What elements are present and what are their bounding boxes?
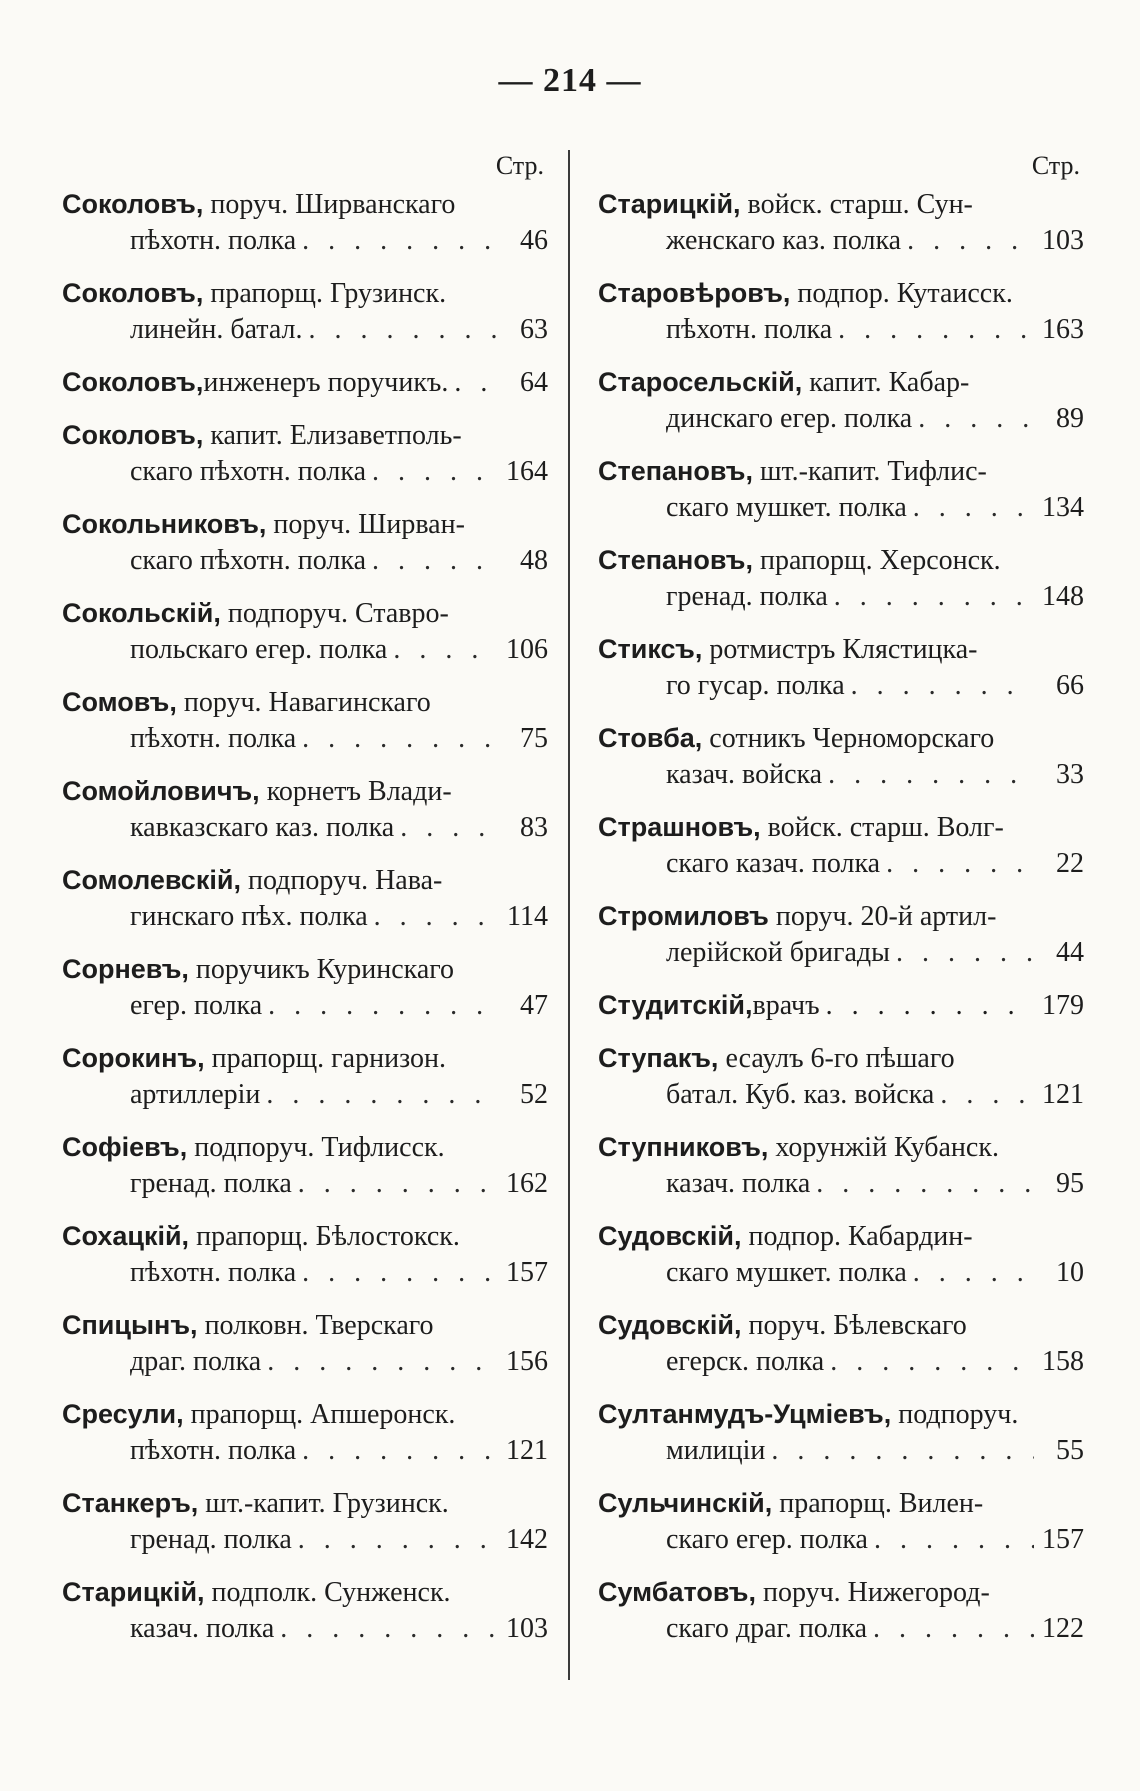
entry-description: войск. старш. Волг- bbox=[767, 812, 1004, 843]
entry-page-number: 55 bbox=[1056, 1435, 1084, 1466]
entry-description-cont: пѣхотн. полка bbox=[130, 225, 297, 256]
entry-description-cont: артиллеріи bbox=[130, 1079, 261, 1110]
index-entry bbox=[62, 1574, 548, 1647]
entry-description: хорунжій Кубанск. bbox=[775, 1132, 999, 1163]
entry-description-cont: скаго егер. полка bbox=[666, 1524, 868, 1555]
entry-description-cont: женскаго каз. полка bbox=[666, 225, 902, 256]
entry-first-line bbox=[62, 275, 548, 312]
leader-dots bbox=[820, 988, 1034, 1024]
entry-description: подпоруч. Ставро- bbox=[227, 598, 449, 629]
leader-dots bbox=[765, 1433, 1034, 1469]
leader-dots bbox=[828, 579, 1034, 615]
entry-second-line bbox=[598, 1611, 1084, 1647]
leader-dots bbox=[824, 1344, 1034, 1380]
index-entry bbox=[598, 987, 1084, 1024]
entry-description: поруч. Бѣлевскаго bbox=[748, 1310, 967, 1341]
entry-page-number: 10 bbox=[1056, 1257, 1084, 1288]
index-entry bbox=[598, 809, 1084, 882]
entry-description: прапорщ. Вилен- bbox=[779, 1488, 984, 1519]
entry-description: поручикъ Куринскаго bbox=[195, 954, 455, 985]
entry-second-line bbox=[598, 1077, 1084, 1113]
entry-first-line bbox=[62, 1040, 548, 1077]
entry-surname: Сомолевскій, bbox=[62, 865, 241, 895]
leader-dots bbox=[822, 757, 1034, 793]
entry-second-line bbox=[62, 454, 548, 490]
entry-second-line bbox=[598, 1522, 1084, 1558]
leader-dots bbox=[810, 1166, 1034, 1202]
entry-description: прапорщ. Апшеронск. bbox=[190, 1399, 456, 1430]
entry-second-line bbox=[598, 223, 1084, 259]
entry-surname: Сомойловичъ, bbox=[62, 776, 260, 806]
entry-description-cont: драг. полка bbox=[130, 1346, 262, 1377]
entry-first-line bbox=[62, 773, 548, 810]
entry-second-line bbox=[598, 1433, 1084, 1469]
entry-surname: Стовба, bbox=[598, 723, 703, 753]
index-entry bbox=[598, 1396, 1084, 1469]
entry-second-line bbox=[598, 846, 1084, 882]
entry-description-cont: пѣхотн. полка bbox=[666, 314, 833, 345]
index-entry bbox=[62, 506, 548, 579]
entry-surname: Спицынъ, bbox=[62, 1310, 198, 1340]
leader-dots bbox=[366, 543, 498, 579]
entry-description-cont: скаго мушкет. полка bbox=[666, 1257, 907, 1288]
entry-page-number: 95 bbox=[1056, 1168, 1084, 1199]
entry-first-line bbox=[598, 1307, 1084, 1344]
entry-surname: Султанмудъ-Уцміевъ, bbox=[598, 1399, 892, 1429]
leader-dots bbox=[868, 1522, 1034, 1558]
entry-description: поруч. Нижегород- bbox=[762, 1577, 990, 1608]
entry-description: капит. Кабар- bbox=[809, 367, 970, 398]
entry-first-line bbox=[598, 898, 1084, 935]
leader-dots bbox=[274, 1611, 498, 1647]
entry-surname: Сумбатовъ, bbox=[598, 1577, 756, 1607]
leader-dots bbox=[303, 312, 498, 348]
entry-description: полковн. Тверскаго bbox=[204, 1310, 434, 1341]
leader-dots bbox=[867, 1611, 1034, 1647]
entry-first-line bbox=[598, 186, 1084, 223]
entry-description: инженеръ поручикъ. bbox=[203, 367, 449, 398]
index-entry bbox=[62, 186, 548, 259]
entry-second-line bbox=[62, 899, 548, 935]
entry-surname: Старосельскій, bbox=[598, 367, 803, 397]
entry-second-line bbox=[62, 1255, 548, 1291]
entry-description: подпор. Кутаисск. bbox=[797, 278, 1013, 309]
entry-page-number: 83 bbox=[520, 812, 548, 843]
entry-surname: Сресули, bbox=[62, 1399, 184, 1429]
index-entry bbox=[598, 1485, 1084, 1558]
entry-surname: Сорокинъ, bbox=[62, 1043, 205, 1073]
entry-description-cont: егер. полка bbox=[130, 990, 263, 1021]
index-entry bbox=[62, 951, 548, 1024]
entry-first-line bbox=[62, 684, 548, 721]
entry-page-number: 33 bbox=[1056, 759, 1084, 790]
index-entry bbox=[598, 720, 1084, 793]
index-entry bbox=[62, 595, 548, 668]
entry-page-number: 22 bbox=[1056, 848, 1084, 879]
entry-description: подпоруч. Нава- bbox=[247, 865, 443, 896]
index-entry bbox=[62, 1218, 548, 1291]
entry-page-number: 162 bbox=[506, 1168, 548, 1199]
entry-page-number: 157 bbox=[506, 1257, 548, 1288]
entry-second-line bbox=[598, 1255, 1084, 1291]
index-entry bbox=[62, 862, 548, 935]
entry-description-cont: батал. Куб. каз. войска bbox=[666, 1079, 935, 1110]
entry-surname: Старицкій, bbox=[62, 1577, 205, 1607]
entry-surname: Сомовъ, bbox=[62, 687, 177, 717]
entry-description-cont: гинскаго пѣх. полка bbox=[130, 901, 368, 932]
entry-second-line bbox=[598, 401, 1084, 437]
leader-dots bbox=[261, 1344, 498, 1380]
entry-surname: Стромиловъ bbox=[598, 901, 769, 931]
entry-first-line bbox=[598, 542, 1084, 579]
index-entry bbox=[62, 1129, 548, 1202]
entry-surname: Сульчинскій, bbox=[598, 1488, 773, 1518]
entry-second-line bbox=[62, 1433, 548, 1469]
index-entry bbox=[598, 1574, 1084, 1647]
entry-surname: Станкеръ, bbox=[62, 1488, 199, 1518]
leader-dots bbox=[890, 935, 1034, 971]
entry-second-line bbox=[62, 988, 548, 1024]
leader-dots bbox=[880, 846, 1034, 882]
entry-page-number: 142 bbox=[506, 1524, 548, 1555]
entry-second-line bbox=[598, 668, 1084, 704]
entry-page-number: 179 bbox=[1042, 990, 1084, 1021]
entry-description-cont: скаго казач. полка bbox=[666, 848, 881, 879]
entry-first-line bbox=[598, 1396, 1084, 1433]
entry-surname: Судовскій, bbox=[598, 1221, 742, 1251]
entry-description: шт.-капит. Тифлис- bbox=[759, 456, 987, 487]
entry-description-cont: казач. войска bbox=[666, 759, 823, 790]
index-entry bbox=[598, 1129, 1084, 1202]
entry-description-cont: гренад. полка bbox=[130, 1168, 292, 1199]
entry-first-line bbox=[598, 1485, 1084, 1522]
entry-second-line bbox=[62, 1344, 548, 1380]
entry-page-number: 156 bbox=[506, 1346, 548, 1377]
entry-first-line bbox=[62, 1129, 548, 1166]
entry-description: врачъ bbox=[752, 990, 820, 1021]
leader-dots bbox=[901, 223, 1034, 259]
entry-surname: Старовѣровъ, bbox=[598, 278, 791, 308]
entry-description-cont: скаго драг. полка bbox=[666, 1613, 868, 1644]
entry-page-number: 106 bbox=[506, 634, 548, 665]
entry-first-line bbox=[598, 809, 1084, 846]
entry-surname: Страшновъ, bbox=[598, 812, 761, 842]
entry-description: шт.-капит. Грузинск. bbox=[205, 1488, 449, 1519]
entry-first-line bbox=[62, 506, 548, 543]
entry-second-line bbox=[598, 490, 1084, 526]
entry-description-cont: скаго мушкет. полка bbox=[666, 492, 907, 523]
entry-page-number: 164 bbox=[506, 456, 548, 487]
leader-dots bbox=[296, 223, 498, 259]
leader-dots bbox=[262, 988, 498, 1024]
index-entry bbox=[598, 898, 1084, 971]
entry-first-line bbox=[598, 1129, 1084, 1166]
index-entry bbox=[62, 684, 548, 757]
entry-description-cont: скаго пѣхотн. полка bbox=[130, 456, 366, 487]
leader-dots bbox=[448, 365, 498, 401]
index-entry bbox=[62, 773, 548, 846]
entry-second-line bbox=[598, 312, 1084, 348]
index-entry bbox=[62, 1307, 548, 1380]
entry-first-line bbox=[62, 1485, 548, 1522]
left-column bbox=[62, 150, 548, 1663]
entry-page-number: 114 bbox=[507, 901, 548, 932]
entry-second-line bbox=[62, 1166, 548, 1202]
entry-surname: Степановъ, bbox=[598, 456, 753, 486]
right-column bbox=[598, 150, 1084, 1663]
entry-page-number: 122 bbox=[1042, 1613, 1084, 1644]
entry-page-number: 121 bbox=[506, 1435, 548, 1466]
entry-surname: Сорневъ, bbox=[62, 954, 189, 984]
entry-page-number: 64 bbox=[520, 367, 548, 398]
entry-first-line bbox=[62, 1396, 548, 1433]
entry-description-cont: пѣхотн. полка bbox=[130, 1435, 297, 1466]
entry-second-line bbox=[62, 543, 548, 579]
entry-page-number: 63 bbox=[520, 314, 548, 345]
entry-first-line bbox=[598, 631, 1084, 668]
index-entry bbox=[62, 1040, 548, 1113]
leader-dots bbox=[296, 1255, 498, 1291]
entry-page-number: 66 bbox=[1056, 670, 1084, 701]
entry-first-line bbox=[62, 364, 548, 401]
entry-description-cont: казач. полка bbox=[130, 1613, 275, 1644]
entry-description: подполк. Сунженск. bbox=[211, 1577, 451, 1608]
entry-description: подпор. Кабардин- bbox=[748, 1221, 973, 1252]
index-entry bbox=[62, 417, 548, 490]
leader-dots bbox=[907, 1255, 1034, 1291]
entry-page-number: 47 bbox=[520, 990, 548, 1021]
entry-first-line bbox=[598, 364, 1084, 401]
entry-first-line bbox=[598, 1574, 1084, 1611]
entry-page-number: 44 bbox=[1056, 937, 1084, 968]
entry-second-line bbox=[62, 312, 548, 348]
entry-description-cont: гренад. полка bbox=[666, 581, 828, 612]
entry-description-cont: го гусар. полка bbox=[666, 670, 845, 701]
index-entry bbox=[598, 542, 1084, 615]
entry-description-cont: польскаго егер. полка bbox=[130, 634, 388, 665]
entry-page-number: 89 bbox=[1056, 403, 1084, 434]
entry-surname: Ступниковъ, bbox=[598, 1132, 769, 1162]
index-entry bbox=[598, 186, 1084, 259]
entry-page-number: 103 bbox=[1042, 225, 1084, 256]
entry-surname: Ступакъ, bbox=[598, 1043, 719, 1073]
leader-dots bbox=[296, 721, 498, 757]
entry-first-line bbox=[62, 1218, 548, 1255]
entry-description: подпоруч. bbox=[898, 1399, 1019, 1430]
entry-surname: Стиксъ, bbox=[598, 634, 703, 664]
entry-second-line bbox=[62, 1522, 548, 1558]
index-entry bbox=[598, 364, 1084, 437]
entry-page-number: 103 bbox=[506, 1613, 548, 1644]
entry-second-line bbox=[62, 632, 548, 668]
entry-second-line bbox=[598, 935, 1084, 971]
entry-page-number: 46 bbox=[520, 225, 548, 256]
leader-dots bbox=[394, 810, 498, 846]
entry-second-line bbox=[598, 1344, 1084, 1380]
column-header-page: Стр. bbox=[1031, 151, 1080, 180]
entry-description-cont: казач. полка bbox=[666, 1168, 811, 1199]
entry-first-line bbox=[62, 1307, 548, 1344]
leader-dots bbox=[845, 668, 1034, 704]
entry-second-line bbox=[62, 223, 548, 259]
leader-dots bbox=[934, 1077, 1034, 1113]
entry-first-line bbox=[598, 1218, 1084, 1255]
entry-surname: Судовскій, bbox=[598, 1310, 742, 1340]
entry-page-number: 157 bbox=[1042, 1524, 1084, 1555]
index-entry bbox=[62, 1396, 548, 1469]
entry-description: поруч. Ширванскаго bbox=[210, 189, 456, 220]
index-entry bbox=[598, 275, 1084, 348]
entry-description: поруч. Навагинскаго bbox=[183, 687, 431, 718]
entry-surname: Сокольниковъ, bbox=[62, 509, 267, 539]
entry-description: прапорщ. гарнизон. bbox=[211, 1043, 446, 1074]
entry-page-number: 75 bbox=[520, 723, 548, 754]
entry-first-line bbox=[62, 186, 548, 223]
entry-description: ротмистръ Клястицка- bbox=[709, 634, 978, 665]
entry-first-line bbox=[62, 862, 548, 899]
entry-description: сотникъ Черноморскаго bbox=[709, 723, 995, 754]
leader-dots bbox=[907, 490, 1034, 526]
index-entry bbox=[62, 1485, 548, 1558]
entry-first-line bbox=[598, 1040, 1084, 1077]
entry-page-number: 134 bbox=[1042, 492, 1084, 523]
index-entry bbox=[62, 275, 548, 348]
entry-description: прапорщ. Грузинск. bbox=[210, 278, 447, 309]
leader-dots bbox=[260, 1077, 498, 1113]
entry-second-line bbox=[598, 1166, 1084, 1202]
entry-first-line bbox=[62, 417, 548, 454]
index-entry bbox=[598, 1040, 1084, 1113]
leader-dots bbox=[296, 1433, 498, 1469]
entry-surname: Соколовъ, bbox=[62, 367, 204, 397]
entry-surname: Соколовъ, bbox=[62, 420, 204, 450]
entry-first-line bbox=[62, 1574, 548, 1611]
entry-description: прапорщ. Херсонск. bbox=[759, 545, 1001, 576]
entry-second-line bbox=[62, 721, 548, 757]
leader-dots bbox=[912, 401, 1034, 437]
entry-description-cont: гренад. полка bbox=[130, 1524, 292, 1555]
entry-first-line bbox=[598, 453, 1084, 490]
entry-page-number: 121 bbox=[1042, 1079, 1084, 1110]
entry-surname: Степановъ, bbox=[598, 545, 753, 575]
leader-dots bbox=[292, 1166, 498, 1202]
index-entry bbox=[598, 631, 1084, 704]
entry-page-number: 52 bbox=[520, 1079, 548, 1110]
entry-description-cont: скаго пѣхотн. полка bbox=[130, 545, 366, 576]
column-header-page: Стр. bbox=[495, 151, 544, 180]
index-entry bbox=[598, 1307, 1084, 1380]
entry-first-line bbox=[598, 987, 1084, 1024]
entry-page-number: 48 bbox=[520, 545, 548, 576]
entry-description: поруч. 20-й артил- bbox=[775, 901, 997, 932]
entry-first-line bbox=[598, 275, 1084, 312]
entry-surname: Софіевъ, bbox=[62, 1132, 188, 1162]
entry-description-cont: кавказскаго каз. полка bbox=[130, 812, 395, 843]
entry-description-cont: линейн. батал. bbox=[130, 314, 303, 345]
entry-surname: Сокольскій, bbox=[62, 598, 221, 628]
entry-description: войск. старш. Сун- bbox=[747, 189, 973, 220]
entry-description: капит. Елизаветполь- bbox=[210, 420, 462, 451]
leader-dots bbox=[368, 899, 498, 935]
column-divider bbox=[568, 150, 570, 1680]
entry-surname: Студитскій, bbox=[598, 990, 753, 1020]
entry-description: есаулъ 6-го пѣшаго bbox=[725, 1043, 955, 1074]
index-entry bbox=[598, 1218, 1084, 1291]
entry-surname: Соколовъ, bbox=[62, 278, 204, 308]
page-number: — 214 — bbox=[498, 62, 642, 99]
leader-dots bbox=[387, 632, 498, 668]
leader-dots bbox=[292, 1522, 498, 1558]
entry-page-number: 163 bbox=[1042, 314, 1084, 345]
entry-description-cont: егерск. полка bbox=[666, 1346, 825, 1377]
entry-second-line bbox=[598, 757, 1084, 793]
entry-description-cont: милиціи bbox=[666, 1435, 766, 1466]
entry-page-number: 158 bbox=[1042, 1346, 1084, 1377]
entry-first-line bbox=[598, 720, 1084, 757]
leader-dots bbox=[366, 454, 498, 490]
entry-description-cont: лерійской бригады bbox=[666, 937, 890, 968]
entry-second-line bbox=[598, 579, 1084, 615]
entry-second-line bbox=[62, 1077, 548, 1113]
entry-description: поруч. Ширван- bbox=[273, 509, 465, 540]
entry-description: прапорщ. Бѣлостокск. bbox=[196, 1221, 460, 1252]
entry-description-cont: пѣхотн. полка bbox=[130, 1257, 297, 1288]
leader-dots bbox=[832, 312, 1034, 348]
entry-surname: Соколовъ, bbox=[62, 189, 204, 219]
index-entry bbox=[598, 453, 1084, 526]
entry-page-number: 148 bbox=[1042, 581, 1084, 612]
entry-second-line bbox=[62, 1611, 548, 1647]
entry-second-line bbox=[62, 810, 548, 846]
entry-description-cont: динскаго егер. полка bbox=[666, 403, 913, 434]
index-entry bbox=[62, 364, 548, 401]
entry-first-line bbox=[62, 951, 548, 988]
entry-surname: Старицкій, bbox=[598, 189, 741, 219]
entry-description-cont: пѣхотн. полка bbox=[130, 723, 297, 754]
entry-first-line bbox=[62, 595, 548, 632]
entry-description: подпоруч. Тифлисск. bbox=[194, 1132, 445, 1163]
entry-description: корнетъ Влади- bbox=[266, 776, 452, 807]
entry-surname: Сохацкій, bbox=[62, 1221, 190, 1251]
